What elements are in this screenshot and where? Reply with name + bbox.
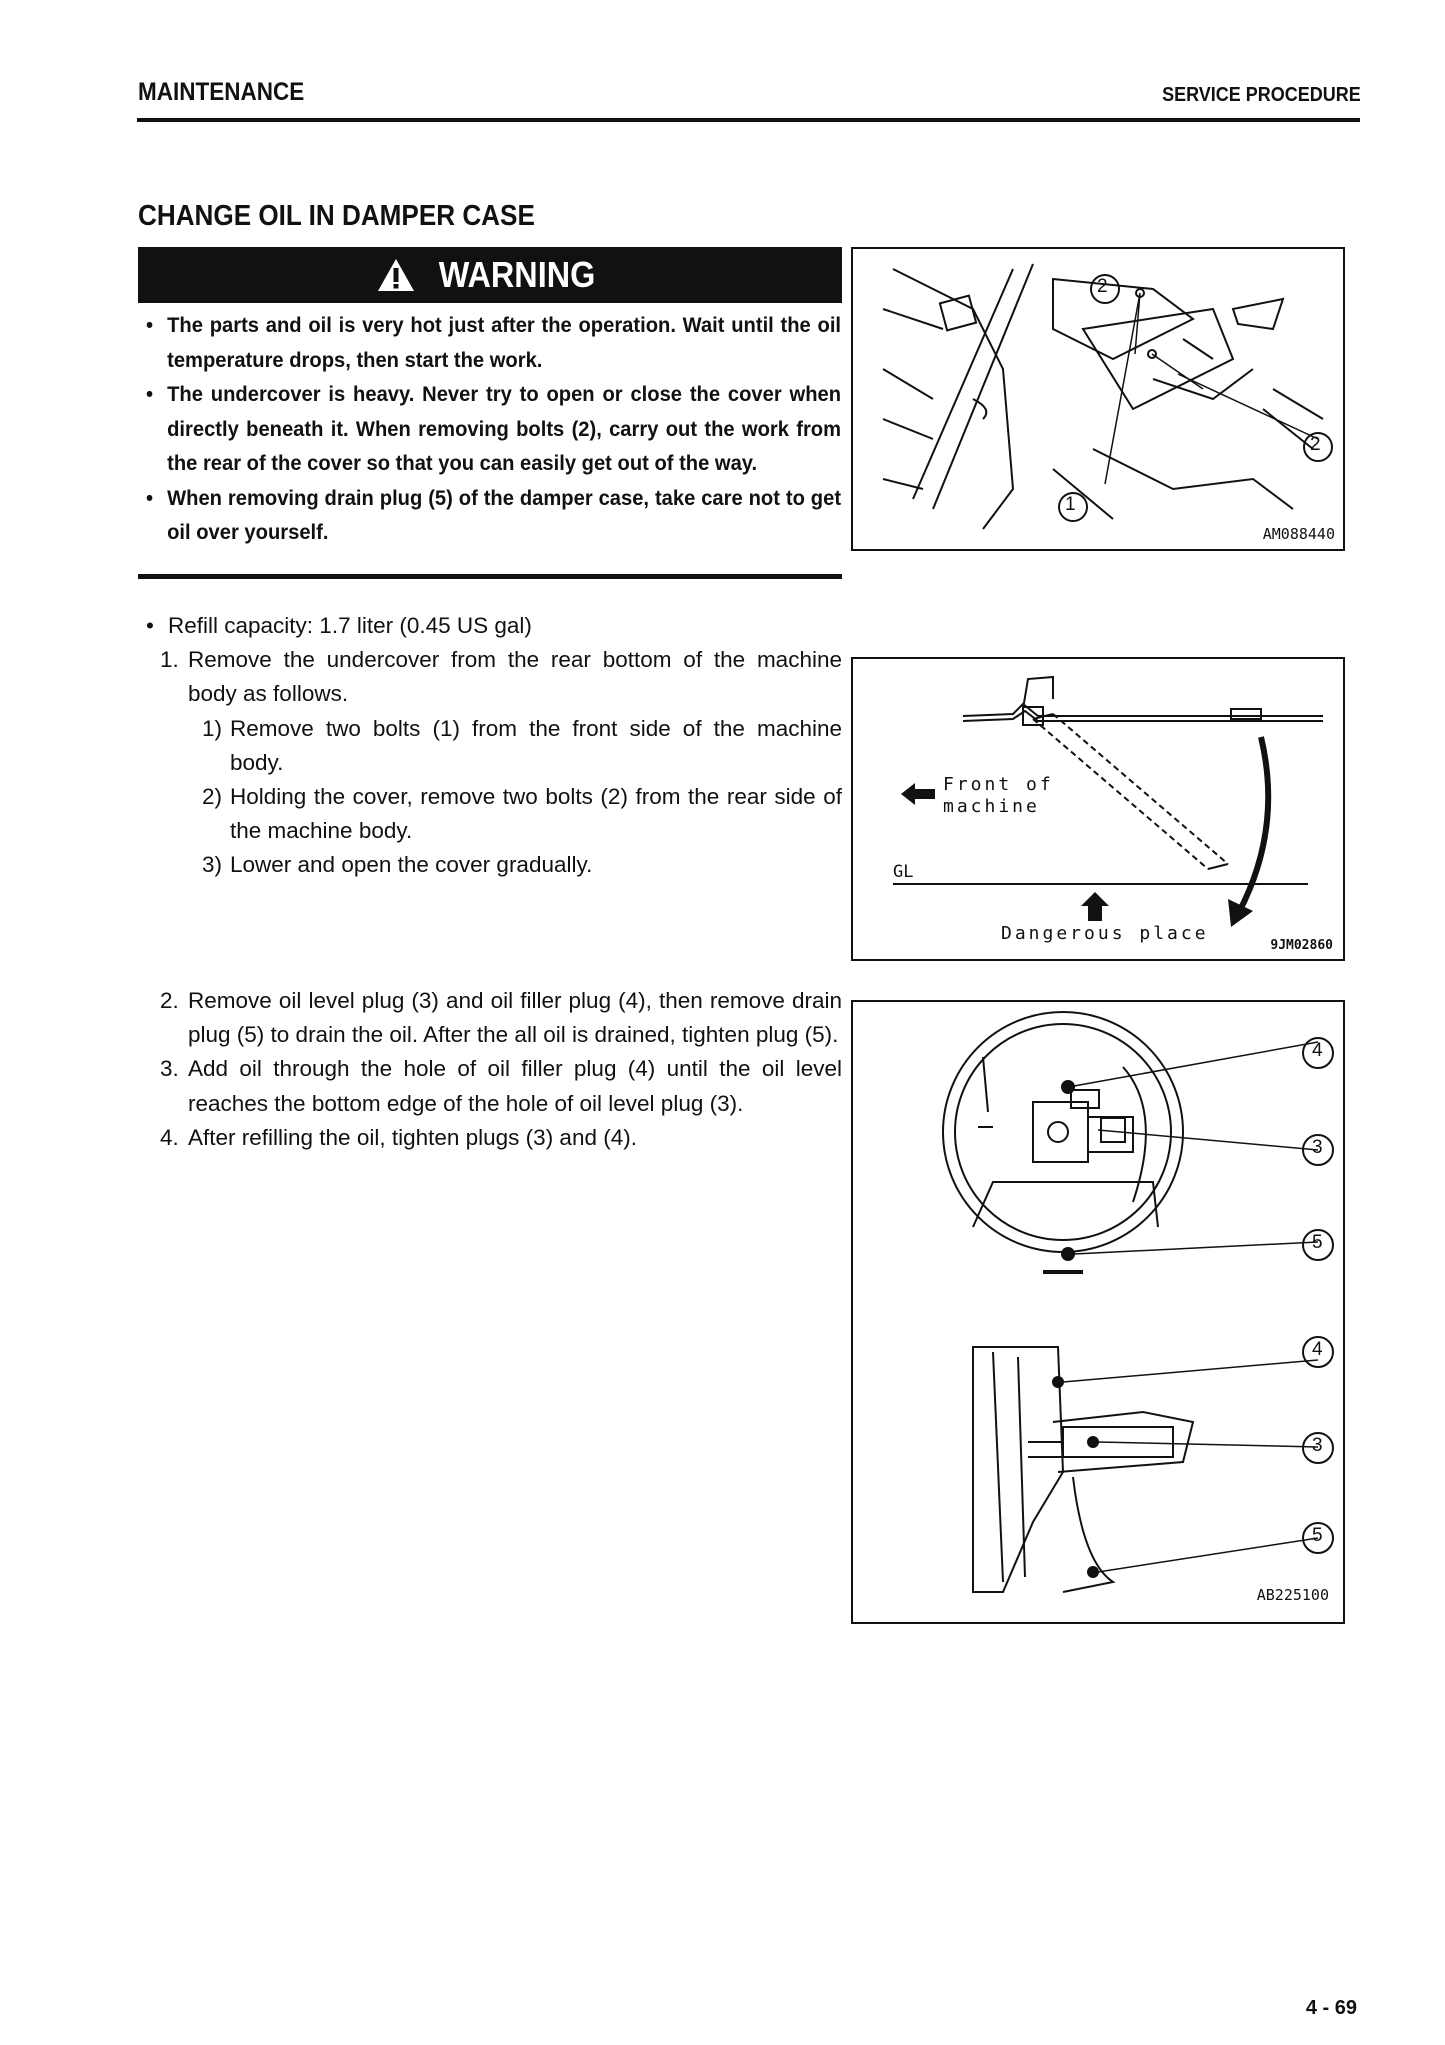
procedure-part-2 [146,984,842,1155]
machine-label: machine [943,796,1040,817]
callout-1: 1 [1065,494,1076,515]
substep-3 [146,848,842,882]
step-2 [146,984,842,1052]
arrow-up-icon [1081,892,1109,921]
front-label: Front of [943,774,1054,795]
figure-damper-case [851,1000,1345,1624]
header-section: MAINTENANCE [138,78,305,106]
figure-code: 9JM02860 [1270,938,1333,953]
callout-2: 2 [1310,434,1321,455]
callout-4: 4 [1312,1339,1323,1360]
callout-5: 5 [1312,1232,1323,1253]
refill-capacity: • Refill capacity: 1.7 liter (0.45 US gal) [146,609,842,643]
warning-item: • The parts and oil is very hot just after the operation. Wait until the oil temperature drops, then start the work. [146,309,841,378]
step-text: Add oil through the hole of oil filler plug (4) until the oil level reaches the bottom edge of the hole of oil level plug (3). [188,1056,842,1116]
warning-triangle-icon [376,257,416,293]
figure-code: AB225100 [1256,1586,1329,1604]
substep-number: 3) [202,852,223,878]
damper-case-illustration [853,1002,1343,1622]
warning-banner [138,247,842,303]
page-number: 4 - 69 [1305,1997,1357,2019]
warning-list [146,309,842,551]
figure-undercover [851,247,1345,551]
step-3 [146,1052,842,1120]
ground-label: GL [893,862,914,882]
substep-2 [146,780,842,848]
warning-item: • When removing drain plug (5) of the damper case, take care not to get oil over yourself. [146,482,841,551]
callout-2: 2 [1097,276,1108,297]
arrow-left-icon [901,783,935,805]
header-subsection: SERVICE PROCEDURE [1162,84,1361,106]
substep-text: Remove two bolts (1) from the front side of the machine body. [230,715,842,775]
lower-cover-diagram [853,659,1343,959]
callout-5: 5 [1312,1525,1323,1546]
figure-lower-cover [851,657,1345,961]
callout-3: 3 [1312,1137,1323,1158]
figure-code: AM088440 [1262,525,1335,543]
substep-number: 2) [202,784,223,810]
step-number: 4. [160,1124,179,1150]
substep-number: 1) [202,715,223,741]
step-text: After refilling the oil, tighten plugs (3) and (4). [188,1124,637,1150]
step-1 [146,643,842,711]
warning-label: WARNING [438,254,596,295]
danger-label: Dangerous place [1001,923,1209,944]
substep-1 [146,712,842,780]
substep-text: Lower and open the cover gradually. [230,852,593,878]
substep-text: Holding the cover, remove two bolts (2) from the rear side of the machine body. [230,784,842,844]
step-number: 3. [160,1056,179,1082]
header-rule [137,118,1360,122]
page-title: CHANGE OIL IN DAMPER CASE [138,200,535,232]
step-text: Remove the undercover from the rear bottom of the machine body as follows. [188,647,842,707]
step-text: Remove oil level plug (3) and oil filler plug (4), then remove drain plug (5) to drain the oil. After the all oil is drained, tighten plug (5). [188,988,842,1048]
procedure-part-1 [146,609,842,883]
callout-3: 3 [1312,1435,1323,1456]
step-4 [146,1121,842,1155]
warning-end-rule [138,574,842,579]
callout-4: 4 [1312,1040,1323,1061]
step-number: 2. [160,988,179,1013]
step-number: 1. [160,647,179,673]
warning-item: • The undercover is heavy. Never try to open or close the cover when directly beneath it. When removing bolts (2), carry out the work from the rear of the cover so that you can easily get out of the way. [146,378,841,482]
